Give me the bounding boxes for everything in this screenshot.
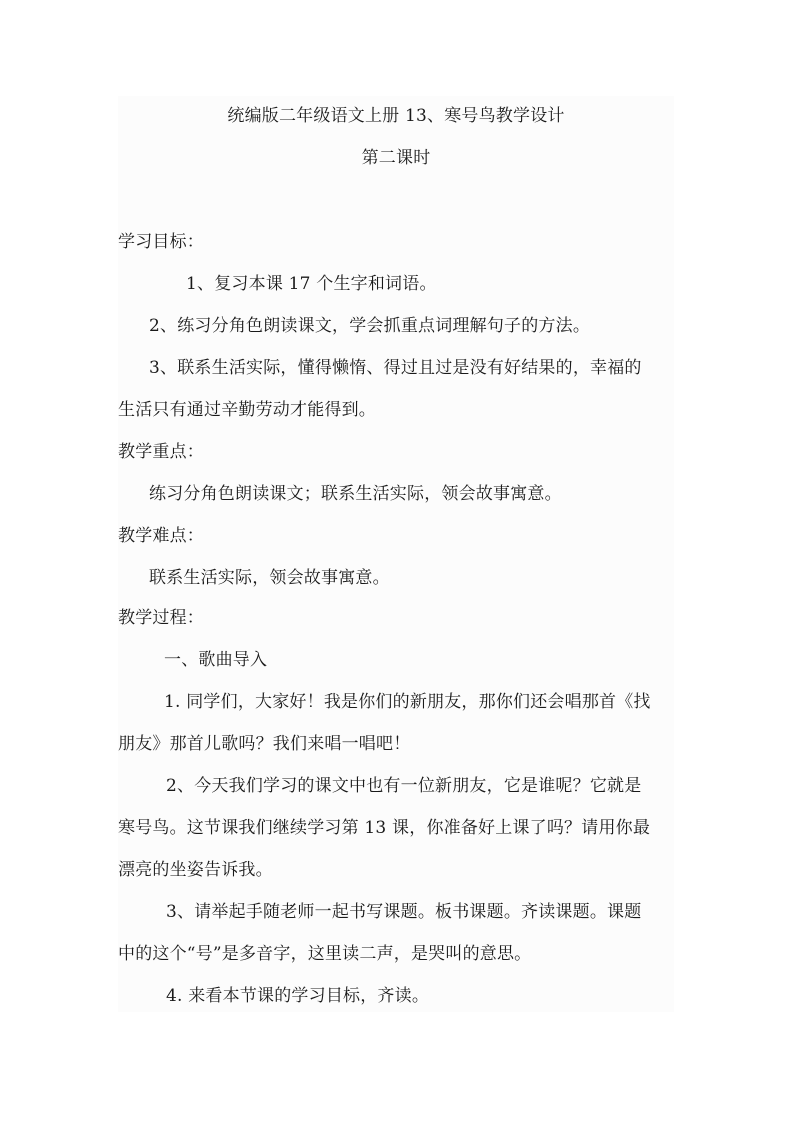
goal-item: 1、复习本课 17 个生字和词语。 bbox=[186, 274, 437, 294]
document-subtitle: 第二课时 bbox=[361, 148, 431, 168]
process-line: 中的这个“号”是多音字，这里读二声，是哭叫的意思。 bbox=[118, 944, 532, 964]
process-line: 漂亮的坐姿告诉我。 bbox=[118, 860, 273, 880]
process-line: 1. 同学们，大家好！我是你们的新朋友，那你们还会唱那首《找 bbox=[164, 692, 651, 712]
process-line: 3、请举起手随老师一起书写课题。板书课题。齐读课题。课题 bbox=[166, 902, 642, 922]
difficulty-heading: 教学难点： bbox=[118, 526, 204, 546]
section-heading: 一、歌曲导入 bbox=[164, 650, 268, 670]
process-line: 2、今天我们学习的课文中也有一位新朋友，它是谁呢？它就是 bbox=[166, 776, 642, 796]
difficulty-text: 联系生活实际，领会故事寓意。 bbox=[149, 568, 390, 588]
process-heading: 教学过程： bbox=[118, 608, 204, 628]
goal-item: 2、练习分角色朗读课文，学会抓重点词理解句子的方法。 bbox=[149, 316, 591, 336]
goal-item: 3、联系生活实际，懂得懒惰、得过且过是没有好结果的，幸福的 bbox=[149, 358, 642, 378]
process-line: 4. 来看本节课的学习目标，齐读。 bbox=[166, 986, 430, 1006]
document-title: 统编版二年级语文上册 13、寒号鸟教学设计 bbox=[227, 106, 565, 126]
goals-heading: 学习目标： bbox=[118, 232, 204, 252]
process-line: 寒号鸟。这节课我们继续学习第 13 课，你准备好上课了吗？请用你最 bbox=[118, 818, 651, 838]
key-points-heading: 教学重点： bbox=[118, 442, 204, 462]
key-points-text: 练习分角色朗读课文；联系生活实际，领会故事寓意。 bbox=[149, 484, 562, 504]
process-line: 朋友》那首儿歌吗？我们来唱一唱吧！ bbox=[118, 734, 411, 754]
goal-item-continued: 生活只有通过辛勤劳动才能得到。 bbox=[118, 400, 376, 420]
